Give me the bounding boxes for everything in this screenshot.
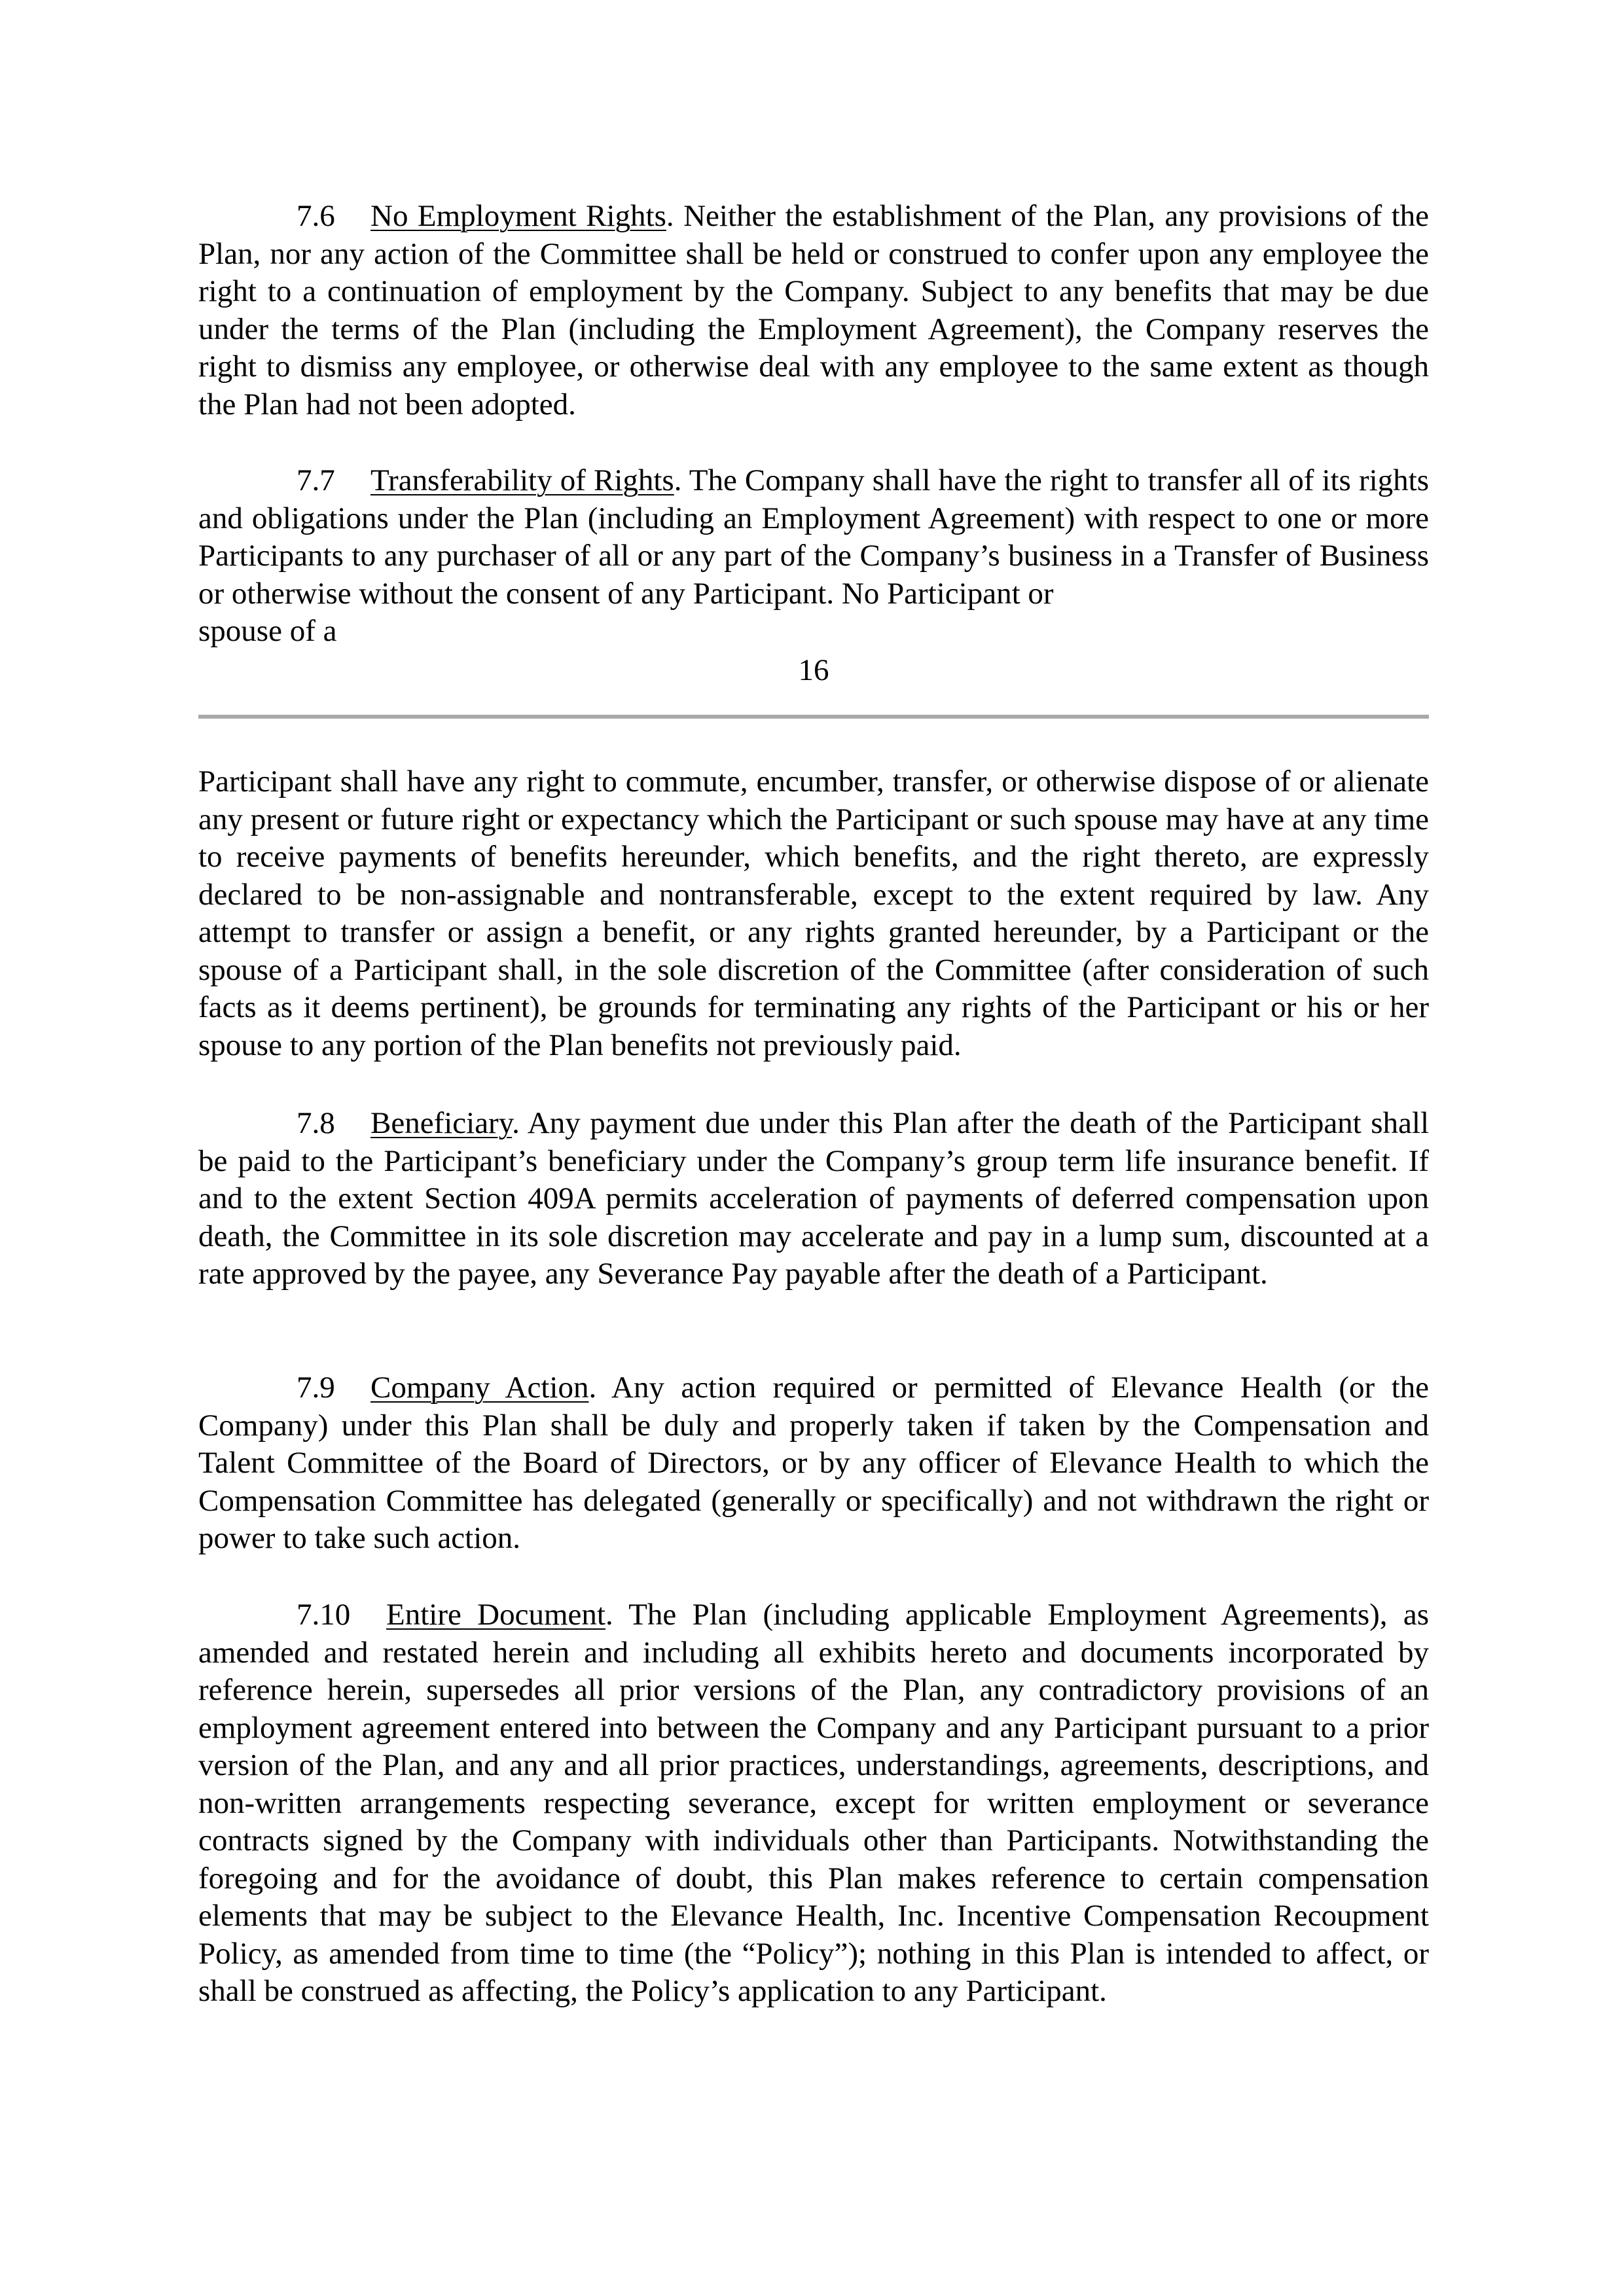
continuation-block xyxy=(198,763,1429,1064)
section-number: 7.9 xyxy=(297,1371,335,1405)
section-7-10 xyxy=(198,1596,1429,2011)
section-number: 7.10 xyxy=(297,1598,351,1632)
section-7-6-paragraph xyxy=(198,198,1429,423)
section-number: 7.8 xyxy=(297,1106,335,1140)
section-7-9-paragraph xyxy=(198,1369,1429,1558)
section-7-7-paragraph xyxy=(198,462,1429,613)
section-text: . The Plan (including applicable Employment Agreements), as amended and restated herein and including all exhibits hereto and documents incorporated by reference herein, supersedes all prior versions of the Plan, any contradictory provisions of an employment agreement entered into between the Company and any Participant pursuant to a prior version of the Plan, and any and all prior practices, understandings, agreements, descriptions, and non-written arrangements respecting severance, except for written employment or severance contracts signed by the Company with individuals other than Participants. Notwithstanding the foregoing and for the avoidance of doubt, this Plan makes reference to certain compensation elements that may be subject to the Elevance Health, Inc. Incentive Compensation Recoupment Policy, as amended from time to time (the “Policy”); nothing in this Plan is intended to affect, or shall be construed as affecting, the Policy’s application to any Participant. xyxy=(198,1598,1429,2008)
section-7-6 xyxy=(198,198,1429,423)
section-number: 7.7 xyxy=(297,463,335,497)
section-7-10-paragraph xyxy=(198,1596,1429,2011)
section-heading: Entire Document xyxy=(386,1598,605,1632)
section-text: . Any action required or permitted of Elevance Health (or the Company) under this Plan shall be duly and properly taken if taken by the Compensation and Talent Committee of the Board of Directors, or by any officer of Elevance Health to which the Compensation Committee has delegated (generally or specifically) and not withdrawn the right or power to take such action. xyxy=(198,1371,1430,1555)
continuation-paragraph: Participant shall have any right to commute, encumber, transfer, or otherwise dispose of or alienate any present or future right or expectancy which the Participant or such spouse may have at any time to receive payments of benefits hereunder, which benefits, and the right thereto, are expressly declared to be non-assignable and nontransferable, except to the extent required by law. Any attempt to transfer or assign a benefit, or any rights granted hereunder, by a Participant or the spouse of a Participant shall, in the sole discretion of the Committee (after consideration of such facts as it deems pertinent), be grounds for terminating any rights of the Participant or his or her spouse to any portion of the Plan benefits not previously paid. xyxy=(198,764,1429,1062)
page-break-divider xyxy=(198,715,1429,719)
section-7-7-paragraph-end xyxy=(198,613,1429,651)
section-heading: Transferability of Rights xyxy=(370,463,674,497)
section-heading: No Employment Rights xyxy=(370,199,666,233)
section-heading: Beneficiary xyxy=(370,1106,513,1140)
section-text: . Neither the establishment of the Plan, any provisions of the Plan, nor any action of the Committee shall be held or construed to confer upon any employee the right to a continuation of employment by the Company. Subject to any benefits that may be due under the terms of the Plan (including the Employment Agreement), the Company reserves the right to dismiss any employee, or otherwise deal with any employee to the same extent as though the Plan had not been adopted. xyxy=(198,199,1430,422)
section-text: . The Company shall have the right to transfer all of its rights and obligations under the Plan (including an Employment Agreement) with respect to one or more Participants to any purchaser of all or any part of the Company’s business in a Transfer of Business or otherwise without the consent of any Participant. No Participant or xyxy=(198,463,1430,611)
section-7-8-paragraph xyxy=(198,1105,1429,1293)
section-text-end: spouse of a xyxy=(198,614,337,648)
page-number: 16 xyxy=(798,653,829,687)
section-7-7 xyxy=(198,462,1429,651)
section-heading: Company Action xyxy=(370,1371,589,1405)
section-7-8 xyxy=(198,1105,1429,1293)
section-7-9 xyxy=(198,1369,1429,1558)
section-text: . Any payment due under this Plan after the death of the Participant shall be paid to the Participant’s beneficiary under the Company’s group term life insurance benefit. If and to the extent Section 409A permits acceleration of payments of deferred compensation upon death, the Committee in its sole discretion may accelerate and pay in a lump sum, discounted at a rate approved by the payee, any Severance Pay payable after the death of a Participant. xyxy=(198,1106,1429,1291)
section-number: 7.6 xyxy=(297,199,335,233)
